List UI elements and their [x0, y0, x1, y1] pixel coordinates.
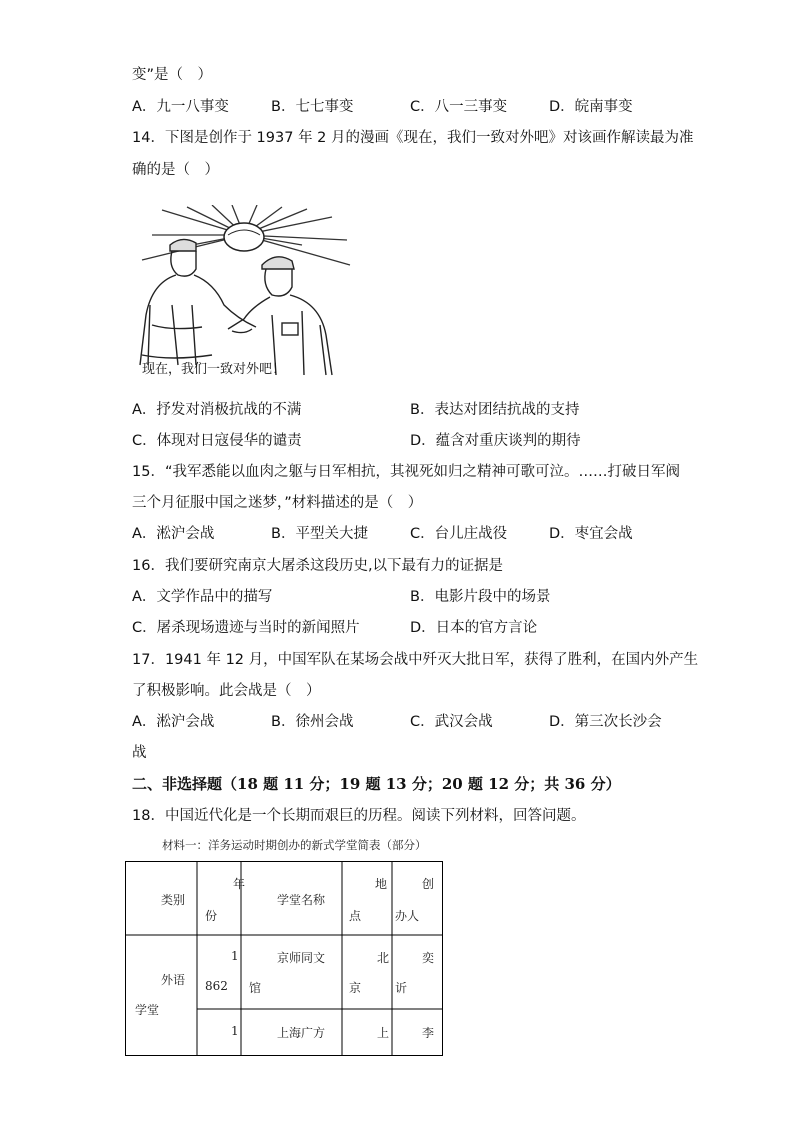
q17-option-d[interactable]: D．第三次长沙会: [549, 714, 662, 730]
q15-stem-line2: 三个月征服中国之迷梦，”材料描述的是（ ）: [132, 495, 423, 511]
table-header-founder-bottom: 办人: [395, 909, 420, 923]
table-row1-founder-bottom: 䜣: [395, 981, 408, 995]
section-heading: 二、非选择题（18 题 11 分；19 题 13 分；20 题 12 分；共 36 分）: [132, 775, 621, 793]
table-row1-founder-top: 奕: [422, 951, 435, 965]
q13-option-c[interactable]: C．八一三事变: [410, 99, 508, 115]
table-header-place-top: 地: [375, 877, 388, 891]
q14-cartoon-image: [132, 205, 356, 380]
table-header-founder-top: 创: [422, 877, 435, 891]
q13-option-a[interactable]: A．九一八事变: [132, 99, 229, 115]
table-row1-year-bottom: 862: [205, 979, 228, 993]
q16-option-c[interactable]: C．屠杀现场遗迹与当时的新闻照片: [132, 620, 360, 636]
q13-option-d[interactable]: D．皖南事变: [549, 99, 633, 115]
q15-stem-line1: 15．“我军悉能以血肉之躯与日军相抗，其视死如归之精神可歌可泣。……打破日军阀: [132, 464, 680, 480]
q13-option-b[interactable]: B．七七事变: [271, 99, 354, 115]
table-row2-year-top: 1: [231, 1024, 239, 1038]
q14-option-d[interactable]: D．蕴含对重庆谈判的期待: [410, 433, 581, 449]
table-row2-founder-top: 李: [422, 1026, 435, 1040]
q14-option-c[interactable]: C．体现对日寇侵华的谴责: [132, 433, 302, 449]
q13-stem-tail: 变”是（ ）: [132, 67, 213, 83]
table-header-year-top: 年: [233, 877, 246, 891]
table-row1-name-top: 京师同文: [277, 951, 326, 965]
q18-stem-line1: 18．中国近代化是一个长期而艰巨的历程。阅读下列材料，回答问题。: [132, 808, 586, 824]
q17-option-b[interactable]: B．徐州会战: [271, 714, 354, 730]
q14-stem-line1: 14．下图是创作于 1937 年 2 月的漫画《现在，我们一致对外吧》对该画作解读最为准: [132, 130, 694, 146]
q16-option-b[interactable]: B．电影片段中的场景: [410, 589, 551, 605]
q14-stem-line2: 确的是（ ）: [132, 162, 219, 178]
q15-option-c[interactable]: C．台儿庄战役: [410, 526, 508, 542]
table-row1-place-bottom: 京: [349, 981, 362, 995]
q15-option-b[interactable]: B．平型关大捷: [271, 526, 368, 542]
table-row1-name-bottom: 馆: [249, 981, 262, 995]
q17-stem-line2: 了积极影响。此会战是（ ）: [132, 683, 321, 699]
q14-cartoon-caption: 现在，我们一致对外吧！: [142, 362, 286, 377]
q17-option-c[interactable]: C．武汉会战: [410, 714, 493, 730]
table-row2-place-top: 上: [377, 1026, 390, 1040]
table-header-name: 学堂名称: [277, 893, 326, 907]
q16-option-d[interactable]: D．日本的官方言论: [410, 620, 538, 636]
q17-option-d-wrap: 战: [132, 745, 147, 761]
q17-stem-line1: 17．1941 年 12 月，中国军队在某场会战中歼灭大批日军，获得了胜利，在国内外产生: [132, 652, 699, 668]
table-row1-place-top: 北: [377, 951, 390, 965]
material-caption: 材料一：洋务运动时期创办的新式学堂简表（部分）: [162, 838, 427, 852]
q16-option-a[interactable]: A．文学作品中的描写: [132, 589, 273, 605]
table-header-place-bottom: 点: [349, 909, 362, 923]
q15-option-d[interactable]: D．枣宜会战: [549, 526, 633, 542]
table-category-bottom: 学堂: [135, 1003, 160, 1017]
q17-option-a[interactable]: A．淞沪会战: [132, 714, 215, 730]
table-header-year-bottom: 份: [205, 909, 218, 923]
table-row1-year-top: 1: [231, 949, 239, 963]
q16-stem-line1: 16．我们要研究南京大屠杀这段历史,以下最有力的证据是: [132, 558, 504, 574]
school-table: [125, 861, 443, 1056]
table-category-top: 外语: [161, 973, 186, 987]
table-header-category: 类别: [161, 893, 186, 907]
q14-option-a[interactable]: A．抒发对消极抗战的不满: [132, 402, 302, 418]
table-row2-name-top: 上海广方: [277, 1026, 326, 1040]
q15-option-a[interactable]: A．淞沪会战: [132, 526, 215, 542]
q14-option-b[interactable]: B．表达对团结抗战的支持: [410, 402, 580, 418]
